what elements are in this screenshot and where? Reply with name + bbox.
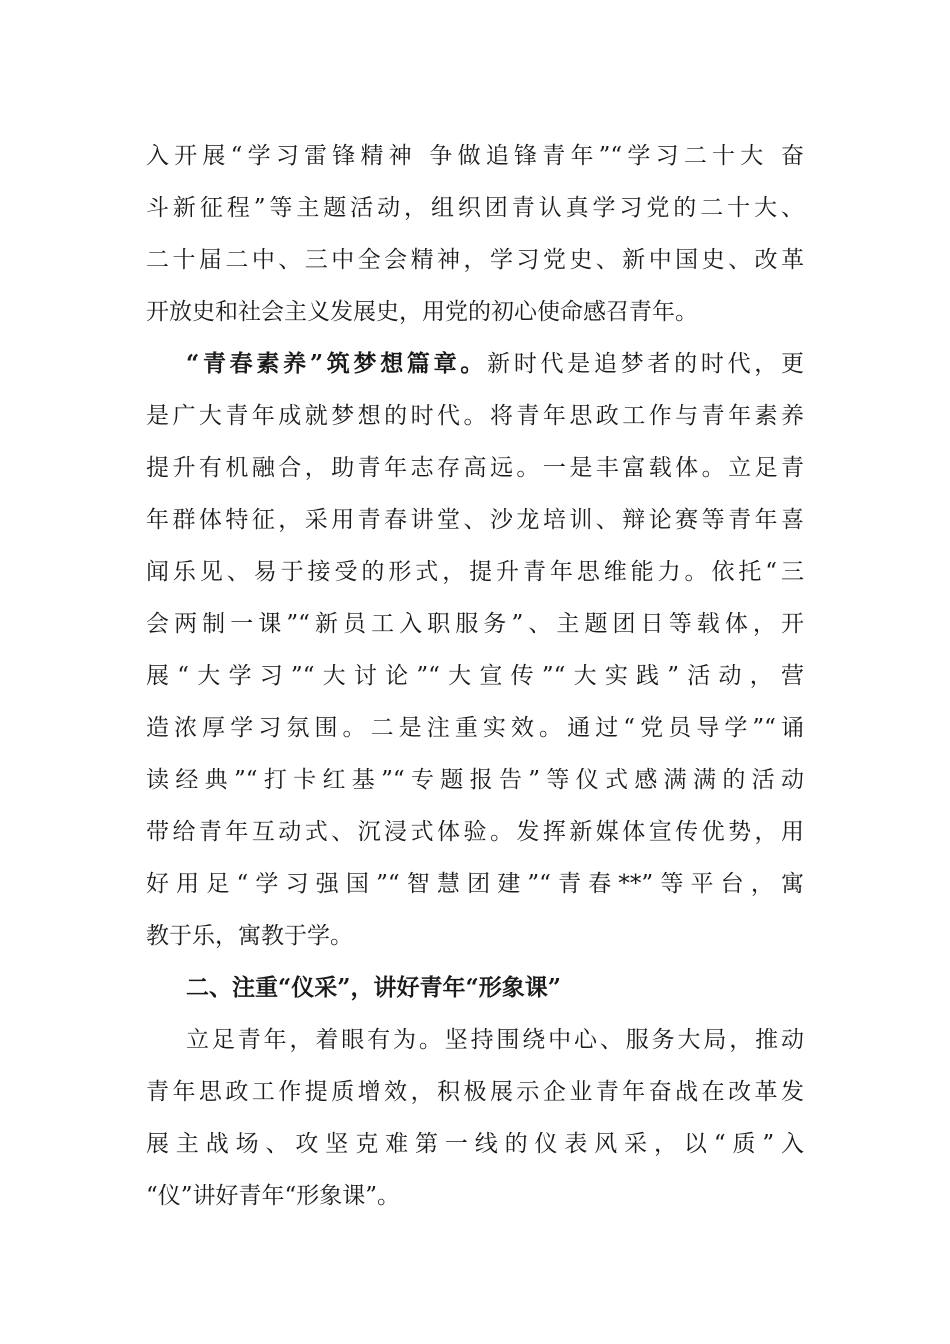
- text-line: 展主战场、攻坚克难第一线的仪表风采，以“质”入: [146, 1131, 804, 1157]
- paragraph-3: [146, 1014, 804, 1222]
- text-line: 斗新征程”等主题活动，组织团青认真学习党的二十大、: [146, 195, 804, 221]
- paragraph-2: [146, 338, 804, 962]
- text-line: 会两制一课”“新员工入职服务”、主题团日等载体，开: [146, 611, 804, 637]
- section-lead-title: “青春素养”筑梦想篇章。: [186, 350, 488, 377]
- text-line: 好用足“学习强国”“智慧团建”“青春**”等平台，寓: [146, 871, 804, 897]
- text-line: 提升有机融合，助青年志存高远。一是丰富载体。立足青: [146, 455, 804, 481]
- text-line: 入开展“学习雷锋精神 争做追锋青年”“学习二十大 奋: [146, 143, 804, 169]
- text-line: 开放史和社会主义发展史，用党的初心使命感召青年。: [146, 299, 698, 325]
- text-line: 教于乐，寓教于学。: [146, 923, 353, 949]
- text-line: 是广大青年成就梦想的时代。将青年思政工作与青年素养: [146, 403, 804, 429]
- paragraph-1: [146, 130, 804, 338]
- text-line: “仪”讲好青年“形象课”。: [146, 1183, 401, 1209]
- text-line: 带给青年互动式、沉浸式体验。发挥新媒体宣传优势，用: [146, 819, 804, 845]
- text-span: 新时代是追梦者的时代，更: [487, 351, 804, 377]
- text-line: [146, 338, 804, 390]
- text-line: 闻乐见、易于接受的形式，提升青年思维能力。依托“三: [146, 559, 804, 585]
- section-heading: 二、注重“仪采”，讲好青年“形象课”: [186, 974, 561, 1001]
- text-line: 读经典”“打卡红基”“专题报告”等仪式感满满的活动: [146, 767, 804, 793]
- text-line: 年群体特征，采用青春讲堂、沙龙培训、辩论赛等青年喜: [146, 507, 804, 533]
- text-line: 展“大学习”“大讨论”“大宣传”“大实践”活动，营: [146, 663, 804, 689]
- text-line: 造浓厚学习氛围。二是注重实效。通过“党员导学”“诵: [146, 715, 804, 741]
- text-line: 青年思政工作提质增效，积极展示企业青年奋战在改革发: [146, 1079, 804, 1105]
- text-line: 二十届二中、三中全会精神，学习党史、新中国史、改革: [146, 247, 804, 273]
- text-line: 立足青年，着眼有为。坚持围绕中心、服务大局，推动: [186, 1027, 804, 1053]
- document-page: [146, 130, 804, 1222]
